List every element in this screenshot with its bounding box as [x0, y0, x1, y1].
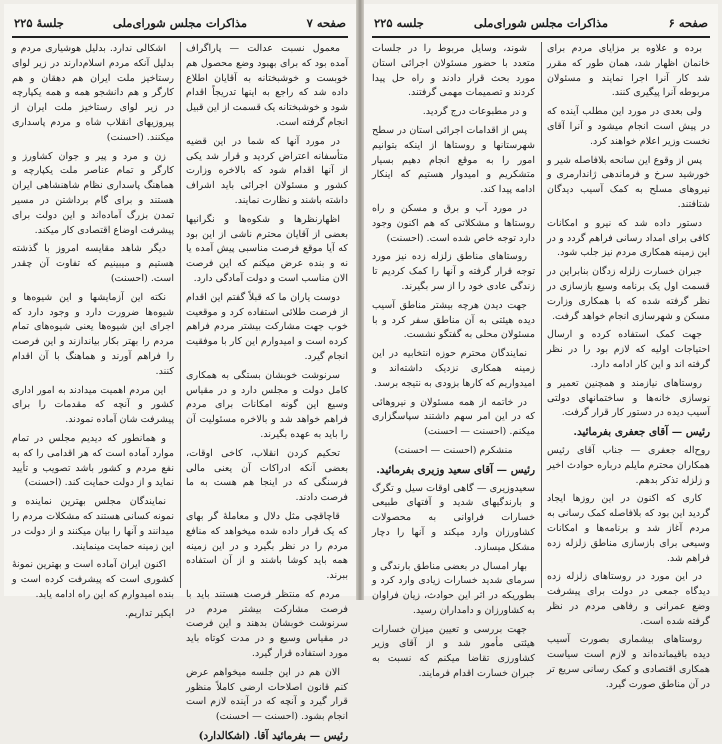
speaker-paragraph: سعیدوزیری — گاهی اوقات سیل و تگرگ و بارندگیهای شدید و آفتهای طبیعی خسارات فراوانی به محصولات کشاورزان وارد میکند و آنها را دچار مشکل میسازد. — [372, 482, 535, 553]
left-page — [4, 4, 356, 743]
paragraph: این مردم اهمیت میدادند به امور اداری کشور و آنچه که مقدمات را برای پیشرفت شان آماده نمودند. — [12, 384, 174, 426]
paragraph: اشکالی ندارد. بدلیل هوشیاری مردم و بدلیل آنکه مردم اسلام‌دارند در زیر لوای رستاخیز ملت ایران هم دهقان و هم کارگر و هم دانشجو همه و همه یکپارچه در زیر لوای رستاخیز ملت ایران از پیروزیهای انقلاب شاه و مردم پاسداری میکنند. (احسنت) — [12, 43, 174, 143]
paragraph: ولی بعدی در مورد این مطلب آینده که در پیش است انجام میشود و آنرا آقای نخست وزیر اعلام خواهند کرد. — [547, 106, 710, 147]
paragraph: جهت کمک استفاده کرده و ارسال احتیاجات اولیه که لازم بود را در نظر گرفته اند و این کار ادامه دارد. — [547, 329, 710, 370]
paragraph: زن و مرد و پیر و جوان کشاورز و کارگر و تمام عناصر ملت یکپارچه و هماهنگ پاسداری نظام شاهنشاهی ایران هستند و برای گام برداشتن در مسیر تمدن بزرگ آماده‌اند و این دولت برای پیشرفت اوضاع اقتصادی کار میکند. — [12, 150, 174, 236]
left-page-session: جلسهٔ ۲۲۵ — [14, 16, 64, 30]
paragraph: و در مطبوعات درج گردید. — [422, 106, 527, 118]
paragraph: پس از اقدامات اجرائی استان در سطح شهرستانها و روستاها از اینکه بتوانیم امور را به موقع انجام دهیم بسیار متشکریم و امیدوار هستیم که اینکار ادامه پیدا کند. — [372, 124, 535, 196]
paragraph: پس از وقوع این سانحه بلافاصله شیر و خورشید سرخ و فرماندهی ژاندارمری و نیروهای مسلح به کمک آسیب دیدگان شتافتند. — [547, 154, 710, 210]
paragraph: نکته این آزمایشها و این شیوه‌ها و شیوه‌ها ضرورت دارد و وجود دارد که اجرای این شیوه‌ها یعنی شیوه‌های تمام مردم را بهتر بکار بیاندازند و این فرصت را فراهم آورند و هماهنگ با آن اقدام کنند. — [12, 291, 174, 377]
right-page-number: صفحه ۶ — [668, 16, 708, 30]
paragraph: روستاهای مناطق زلزله زده نیز مورد توجه قرار گرفته و آنها را کمک کردیم تا زندگی عادی خود را از سر بگیرند. — [372, 251, 535, 292]
paragraph: جهت بررسی و تعیین میزان خسارات هیئتی مأمور شد و از آقای وزیر کشاورزی تقاضا میکنم که نسبت به جبران خسارت اقدام فرمایند. — [372, 623, 535, 680]
right-page — [364, 4, 718, 690]
paragraph: و همانطور که دیدیم مجلس در تمام موارد آماده است که هر اقدامی را که به نفع مردم و کشور باشد تصویب و تأیید نماید و از دولت حمایت کند. (احسنت) — [12, 432, 174, 489]
paragraph: در مورد آب و برق و مسکن و راه روستاها و مشکلاتی که هم اکنون وجود دارد توجه خاص شده است. (احسنت) — [372, 202, 535, 244]
paragraph: بهار امسال در بعضی مناطق بارندگی و سرمای شدید خسارات زیادی وارد کرد و بطوریکه در اثر این حوادث، زیان فراوان به کشاورزان و دامداران رسید. — [372, 560, 535, 616]
paragraph: کاری که اکنون در این روزها ایجاد گردید این بود که بلافاصله کمک رسانی به مردم آغاز شد و برنامه‌ها و امکانات وسیعی برای بازسازی مناطق زلزله زده فراهم شد. — [547, 493, 710, 564]
left-page-number: صفحه ۷ — [306, 16, 346, 30]
speaker-paragraph: روح‌اله جعفری — جناب آقای رئیس همکاران محترم مایلم درباره حوادث اخیر و زلزله تذکر بدهم. — [547, 444, 710, 486]
paragraph: معمول نسبت عدالت — پاراگراف آمده بود که برای بهبود وضع محصول هم خوبست و خوشبختانه به آقایان اطلاع داده شد که راجع به اینها تدریجاً اقدام شود و خوشبختانه یک قسمت از این قبیل انجام گرفته است. — [186, 43, 348, 128]
paragraph: سرنوشت خوبشان بستگی به همکاری کامل دولت و مجلس دارد و در مقیاس وسیع این گونه امکانات برای مردم فراهم خواهد شد و بالاخره مسئولیت آن را باید به عهده بگیرند. — [186, 369, 348, 440]
paragraph: جهت دیدن هرچه بیشتر مناطق آسیب دیده هیئتی به آن مناطق سفر کرد و با مسئولان محلی به گفتگو نشست. — [372, 299, 535, 341]
paragraph: دوست یاران ما که قبلاً گفتم این اقدام از فرصت طلائی استفاده کرد و موقعیت خوب جهت مشارکت بیشتر مردم فراهم کرده است و امیدوارم این کار با موفقیت انجام گیرد. — [186, 291, 348, 362]
paragraph: اکنون ایران آماده است و بهترین نمونهٔ کشوری است که پیشرفت کرده است و بنده امیدوارم که این راه ادامه یابد. — [12, 559, 174, 600]
right-page-right-column — [547, 42, 710, 690]
applause-line: منشکرم (احسنت — احسنت) — [394, 444, 513, 456]
paragraph: برده و علاوه بر مزایای مردم برای خانمان اظهار شد، همان طور که مقرر شد کار آنرا اجرا نمایند و مسئولان مربوطه آنرا پیگیری کنند. — [547, 43, 710, 99]
right-page-title: مذاکرات مجلس شورای‌ملی — [473, 16, 609, 30]
left-page-columns — [12, 42, 348, 743]
speaker-line: رئیس — آقای جعفری بفرمائید. — [573, 426, 710, 439]
right-page-session: جلسه ۲۲۵ — [374, 16, 424, 30]
left-page-right-column — [186, 42, 348, 743]
paragraph: روستاهای نیازمند و همچنین تعمیر و نوسازی خانه‌ها و ساختمانهای دولتی آسیب دیده در دستور کار قرار گرفت. — [547, 377, 710, 419]
paragraph: نمایندگان مجلس بهترین نماینده و نمونه کسانی هستند که مشکلات مردم را میدانند و آنها را بیان میکنند و از دولت در این زمینه حمایت مینمایند. — [12, 496, 174, 552]
right-page-columns — [372, 42, 710, 690]
paragraph: الان هم در این جلسه میخواهم عرض کنم قانون اصلاحات ارضی کاملاً منظور قرار گیرد و آنچه که در آینده لازم است انجام بشود. (احسنت — احسنت) — [186, 666, 348, 723]
paragraph: دستور داده شد که نیرو و امکانات کافی برای امداد رسانی فراهم گردد و در این زمینه همکاری مردم نیز جلب شود. — [547, 217, 710, 259]
paragraph: روستاهای بیشماری بصورت آسیب دیده باقیمانده‌اند و لازم است سیاست همکاری اقتصادی و کمک رسانی سریع تر در آن مناطق صورت گیرد. — [547, 634, 710, 690]
left-page-header — [12, 12, 348, 38]
book-gutter — [356, 0, 364, 600]
paragraph: نمایندگان محترم حوزه انتخابیه در این زمینه همکاری نزدیک داشته‌اند و امیدواریم که کارها بزودی به نتیجه برسد. — [372, 348, 535, 389]
paragraph: قاچاقچی مثل دلال و معاملهٔ گر بهای که یک قرار داده شده میخواهد که منافع مردم را در نظر بگیرد و در این زمینه همه باید کوشا باشند و از آن استفاده ببرند. — [186, 510, 348, 582]
paragraph: در این مورد در روستاهای زلزله زده دیدگاه جمعی در دولت برای پیشرفت وضع عمرانی و رفاهی مردم در نظر گرفته شده است. — [547, 571, 710, 627]
paragraph: دیگر شاهد مقایسه امروز با گذشته هستیم و میبینیم که تفاوت آن چقدر است. (احسنت) — [12, 243, 174, 284]
left-page-title: مذاکرات مجلس شورای‌ملی — [112, 16, 248, 30]
paragraph: ایکیر تداریم. — [125, 607, 174, 619]
right-page-header — [372, 12, 710, 38]
right-page-left-column — [372, 42, 535, 680]
paragraph: شوند، وسایل مربوط را در جلسات متعدد با حضور مسئولان اجرائی استان مورد بحث قرار دادند و راه حل پیدا کردند و تصمیمات مهمی گرفتند. — [372, 43, 535, 99]
column-divider — [180, 42, 181, 588]
paragraph: در مورد آنها که شما در این قضیه متأسفانه اعتراض کردید و قرار شد یکی از آنها اقدام شود که بالاخره وزارت کشور و مسئولان اجرائی باید اشراف داشته باشند و نظارت نمایند. — [186, 135, 348, 206]
paragraph: اظهارنظرها و شکوه‌ها و نگرانیها بعضی از آقایان محترم ناشی از این بود که آیا موقع فرصت مناسبی پیش آمده یا نه و بنده عرض میکنم که این فرصت الان مناسب است و دولت آمادگی دارد. — [186, 213, 348, 284]
paragraph: مردم که منتظر فرصت هستند باید با فرصت مشارکت بیشتر مردم در سرنوشت خوبشان بدهند و این فرصت در مقیاس وسیع و در مدت کوتاه باید مورد استفاده قرار گیرد. — [186, 588, 348, 660]
paragraph: در خاتمه از همه مسئولان و نیروهائی که در این امر سهم داشتند سپاسگزاری میکنم. (احسنت — احسنت) — [372, 396, 535, 438]
speaker-line: رئیس — بفرمائید آقا. (اشکالدارد) — [198, 730, 348, 743]
left-page-left-column — [12, 42, 174, 619]
speaker-line: رئیس — آقای سعید وزیری بفرمائید. — [376, 463, 535, 476]
column-divider — [541, 42, 542, 588]
paragraph: تحکیم کردن انقلاب، کاخی اوقات، بعضی آنکه ادراکات آن یعنی مالی فرسنگی که در اینجا هم هست به ما فرصت دادند. — [186, 447, 348, 504]
paragraph: جبران خسارت زلزله زدگان بنابراین در قسمت اول یک برنامه وسیع بازسازی در نظر گرفته شده که با همکاری وزارت مسکن و شهرسازی انجام خواهد گرفت. — [547, 266, 710, 322]
